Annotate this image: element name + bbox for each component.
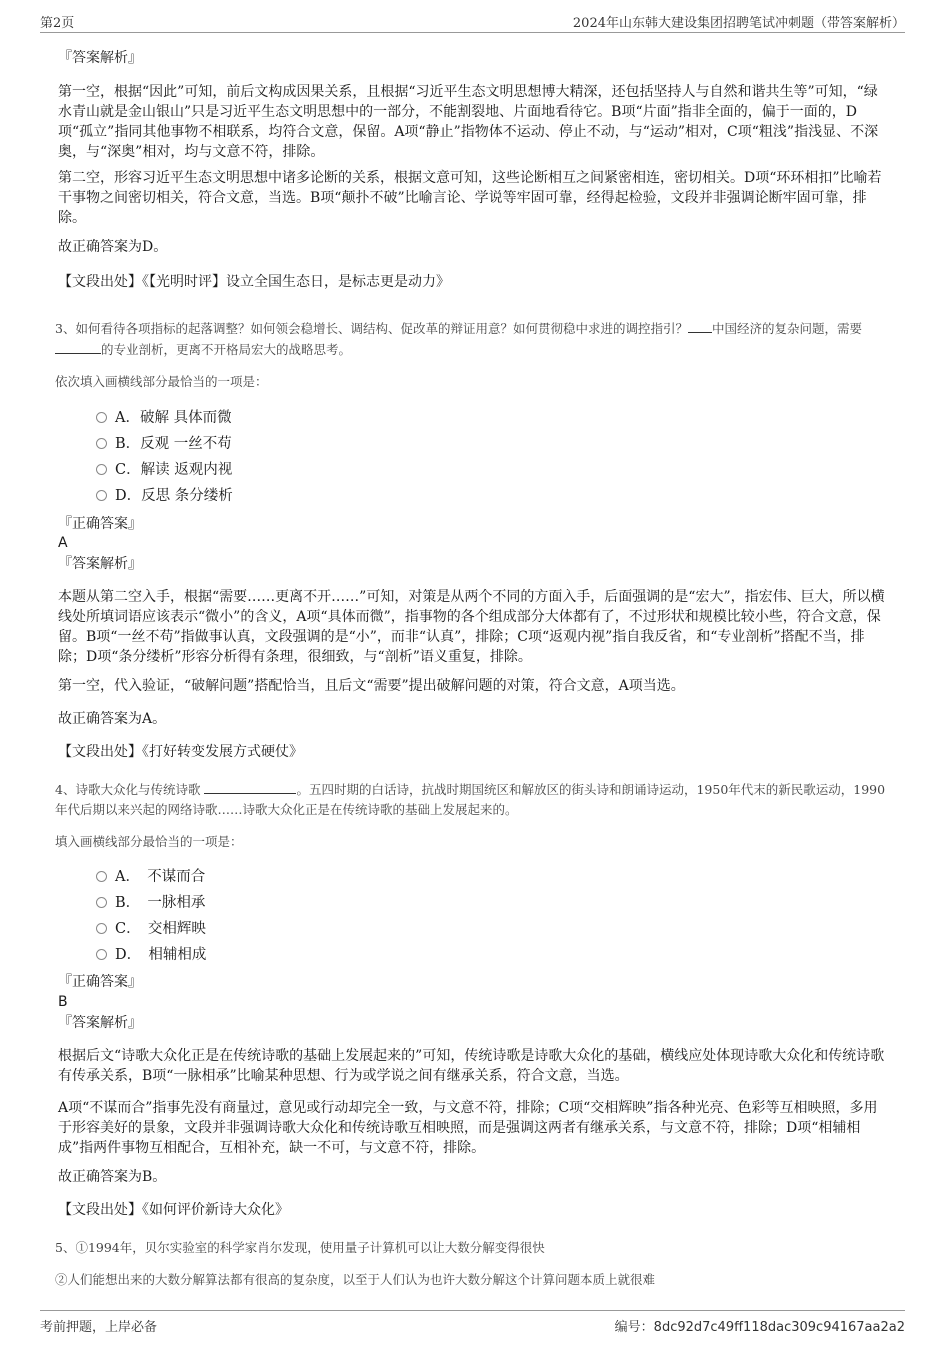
analysis-paragraph: 第一空，代入验证，“破解问题”搭配恰当，且后文“需要”提出破解问题的对策，符合文意，A项当选。 — [58, 678, 685, 694]
conclusion: 故正确答案为A。 — [58, 711, 167, 727]
document-code: 编号：8dc92d7c49ff118dac309c94167aa2a2 — [614, 1320, 905, 1335]
option-b[interactable]: B．反观 一丝不苟 — [96, 434, 232, 454]
option-b[interactable]: B． 一脉相承 — [96, 893, 205, 913]
option-a[interactable]: A．破解 具体而微 — [96, 408, 232, 428]
analysis-paragraph: 本题从第二空入手，根据“需要……更离不开……”可知，对策是从两个不同的方面入手，后面强调的是“宏大”，指宏伟、巨大，所以横线处所填词语应该表示“微小”的含义，A项“具体而微”，指事物的各个组成部分大体都有了，不过形状和规模比较小些，符合文意，保留。B项“一丝不苟”指做事认真，文段强调的是“小”，而非“认真”，排除；C项“返观内视”指自我反省，和“专业剖析”搭配不当，排除；D项“条分缕析”形容分析得有条理，很细致，与“剖析”语义重复，排除。 — [58, 589, 885, 665]
radio-icon[interactable] — [96, 923, 107, 934]
radio-icon[interactable] — [96, 464, 107, 475]
question-instruction: 填入画横线部分最恰当的一项是： — [55, 834, 243, 849]
analysis-label: 『答案解析』 — [58, 556, 142, 572]
radio-icon[interactable] — [96, 412, 107, 423]
correct-answer: B — [58, 994, 68, 1010]
option-d[interactable]: D．反思 条分缕析 — [96, 486, 233, 506]
option-a[interactable]: A． 不谋而合 — [96, 867, 205, 887]
correct-answer: A — [58, 535, 68, 551]
question-5-sentence-1: 5、①1994年，贝尔实验室的科学家肖尔发现，使用量子计算机可以让大数分解变得很快 — [55, 1240, 545, 1255]
source-citation: 【文段出处】《【光明时评】设立全国生态日，是标志更是动力》 — [58, 274, 450, 290]
analysis-paragraph: 根据后文“诗歌大众化正是在传统诗歌的基础上发展起来的”可知，传统诗歌是诗歌大众化的基础，横线应处体现诗歌大众化和传统诗歌有传承关系，B项“一脉相承”比喻某种思想、行为或学说之间有继承关系，符合文意，当选。 — [58, 1048, 885, 1084]
radio-icon[interactable] — [96, 949, 107, 960]
radio-icon[interactable] — [96, 897, 107, 908]
conclusion: 故正确答案为D。 — [58, 239, 168, 255]
conclusion: 故正确答案为B。 — [58, 1169, 167, 1185]
correct-answer-label: 『正确答案』 — [58, 516, 142, 532]
question-4-stem: 4、诗歌大众化与传统诗歌 。五四时期的白话诗，抗战时期国统区和解放区的街头诗和朗诵诗运动，1950年代末的新民歌运动，1990年代后期以来兴起的网络诗歌……诗歌大众化正是在传统诗歌的基础上发展起来的。 — [55, 779, 890, 820]
fill-blank — [55, 339, 101, 354]
page-header — [40, 10, 905, 33]
question-5-sentence-2: ②人们能想出来的大数分解算法都有很高的复杂度，以至于人们认为也许大数分解这个计算问题本质上就很难 — [55, 1272, 656, 1287]
analysis-paragraph: A项“不谋而合”指事先没有商量过，意见或行动却完全一致，与文意不符，排除；C项“交相辉映”指各种光亮、色彩等互相映照，多用于形容美好的景象，文段并非强调诗歌大众化和传统诗歌互相映照，而是强调这两者有继承关系，与文意不符，排除；D项“相辅相成”指两件事物互相配合，互相补充，缺一不可，与文意不符，排除。 — [58, 1100, 878, 1156]
source-citation: 【文段出处】《打好转变发展方式硬仗》 — [58, 744, 303, 760]
correct-answer-label: 『正确答案』 — [58, 974, 142, 990]
option-c[interactable]: C．解读 返观内视 — [96, 460, 232, 480]
page-footer — [40, 1310, 905, 1337]
document-title: 2024年山东韩大建设集团招聘笔试冲刺题（带答案解析） — [572, 16, 905, 31]
radio-icon[interactable] — [96, 871, 107, 882]
fill-blank — [204, 779, 296, 794]
page-number: 第2页 — [40, 16, 75, 31]
analysis-label: 『答案解析』 — [58, 1015, 142, 1031]
question-instruction: 依次填入画横线部分最恰当的一项是： — [55, 374, 268, 389]
footer-slogan: 考前押题，上岸必备 — [40, 1320, 158, 1335]
source-citation: 【文段出处】《如何评价新诗大众化》 — [58, 1202, 289, 1218]
fill-blank — [688, 318, 712, 333]
option-d[interactable]: D． 相辅相成 — [96, 945, 206, 965]
analysis-paragraph: 第二空，形容习近平生态文明思想中诸多论断的关系，根据文意可知，这些论断相互之间紧密相连，密切相关。D项“环环相扣”比喻若干事物之间密切相关，符合文意，当选。B项“颠扑不破”比喻言论、学说等牢固可靠，经得起检验，文段并非强调论断牢固可靠，排除。 — [58, 170, 882, 226]
analysis-paragraph: 第一空，根据“因此”可知，前后文构成因果关系，且根据“习近平生态文明思想博大精深，还包括坚持人与自然和谐共生等”可知，“绿水青山就是金山银山”只是习近平生态文明思想中的一部分，不能割裂地、片面地看待它。B项“片面”指非全面的，偏于一面的，D项“孤立”指同其他事物不相联系，均符合文意，保留。A项“静止”指物体不运动、停止不动，与“运动”相对，C项“粗浅”指浅显、不深奥，与“深奥”相对，均与文意不符，排除。 — [58, 84, 879, 160]
option-c[interactable]: C． 交相辉映 — [96, 919, 206, 939]
analysis-label: 『答案解析』 — [58, 50, 142, 66]
radio-icon[interactable] — [96, 438, 107, 449]
radio-icon[interactable] — [96, 490, 107, 501]
question-3-stem: 3、如何看待各项指标的起落调整？如何领会稳增长、调结构、促改革的辩证用意？如何贯彻稳中求进的调控指引？ 中国经济的复杂问题，需要的专业剖析，更离不开格局宏大的战略思考。 — [55, 318, 890, 360]
